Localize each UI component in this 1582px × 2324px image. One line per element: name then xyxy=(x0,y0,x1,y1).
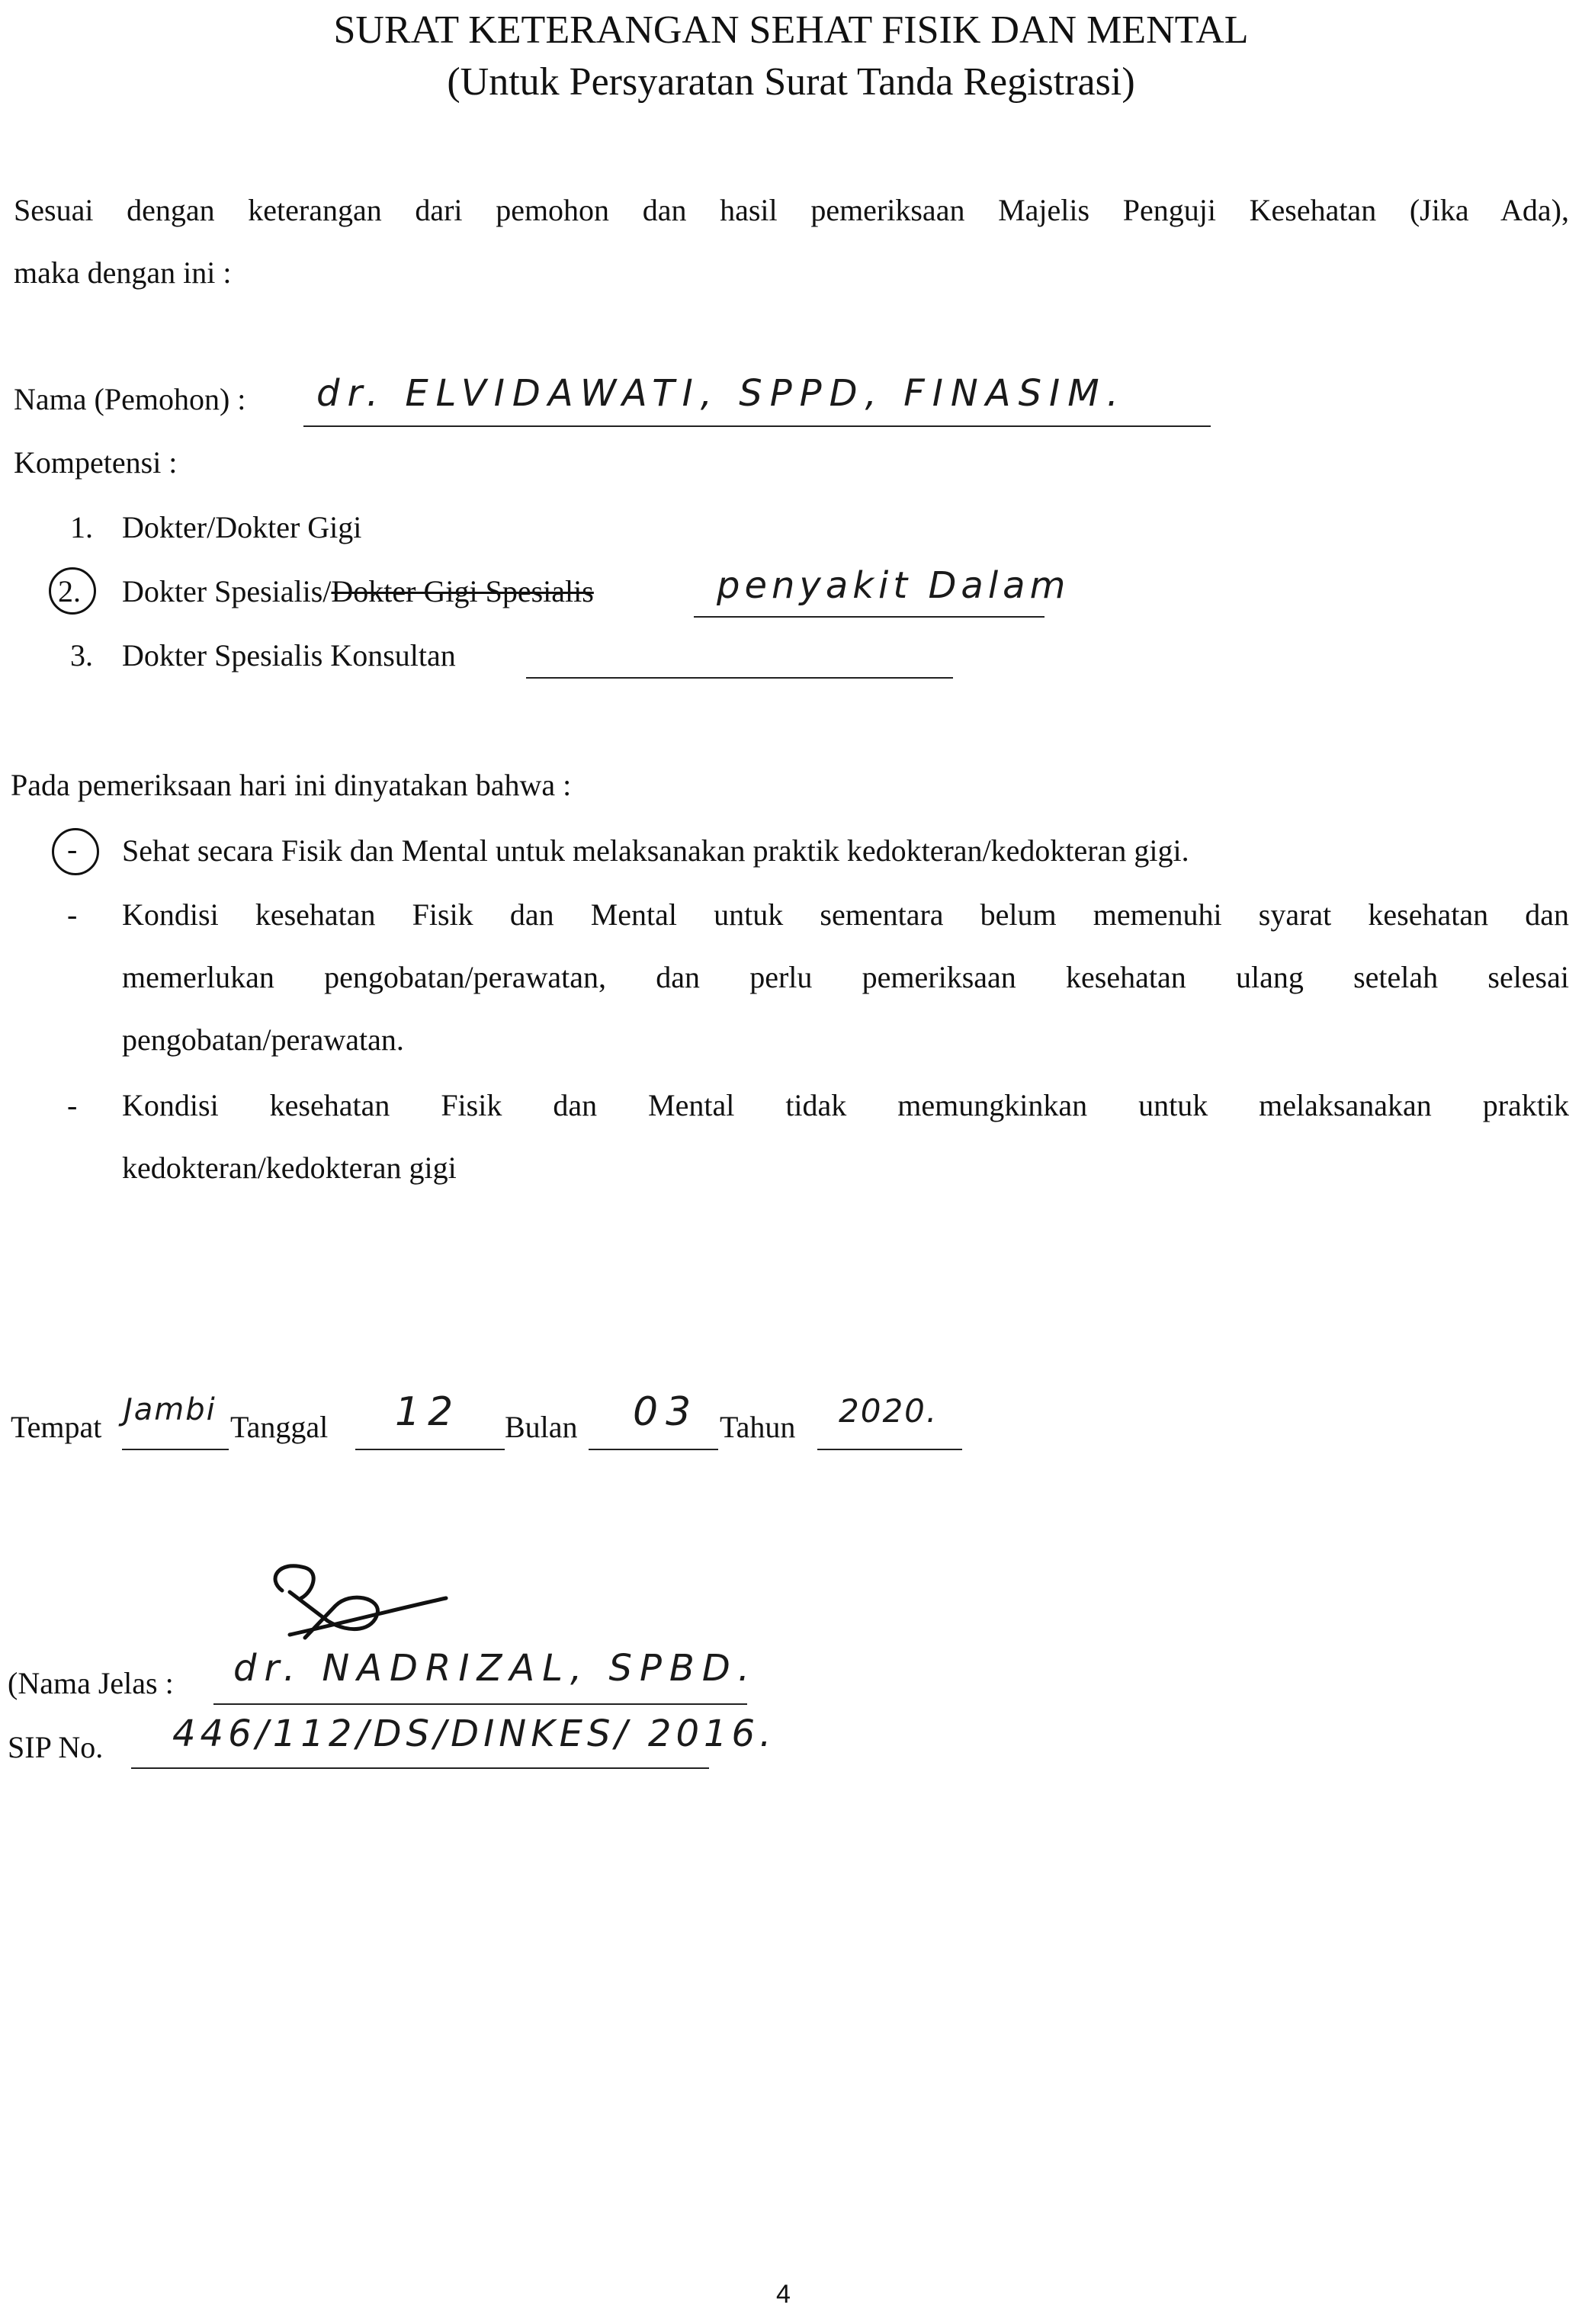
date-label: Tanggal xyxy=(230,1410,329,1444)
sip-value: 446/112/DS/DINKES/ 2016. xyxy=(172,1713,776,1755)
competency-number-1: 1. xyxy=(70,510,93,544)
applicant-name-underline xyxy=(303,425,1211,427)
exam-item-1: Sehat secara Fisik dan Mental untuk melaksanakan praktik kedokteran/kedokteran gigi. xyxy=(122,833,1189,868)
exam-item-2-line-1: Kondisi kesehatan Fisik dan Mental untuk sementara belum memenuhi syarat kesehatan dan xyxy=(122,897,1569,932)
competency-3-underline xyxy=(526,677,953,679)
place-underline xyxy=(122,1449,229,1450)
exam-item-3-line-2: kedokteran/kedokteran gigi xyxy=(122,1151,457,1185)
sip-label: SIP No. xyxy=(8,1730,104,1764)
signature-graphic xyxy=(259,1545,457,1652)
competency-2-value: penyakit Dalam xyxy=(717,564,1070,607)
date-value: 12 xyxy=(395,1389,461,1435)
signatory-name-value: dr. NADRIZAL, SPBD. xyxy=(233,1647,758,1690)
exam-item-2-line-3: pengobatan/perawatan. xyxy=(122,1022,404,1057)
competency-label-1: Dokter/Dokter Gigi xyxy=(122,510,362,544)
competency-number-2: 2. xyxy=(58,574,81,608)
competency-label-2 xyxy=(122,573,594,609)
year-value: 2020. xyxy=(839,1392,939,1430)
document-subtitle: (Untuk Persyaratan Surat Tanda Registrasi) xyxy=(447,60,1135,104)
month-value: 03 xyxy=(633,1389,699,1435)
exam-item-3-line-1: Kondisi kesehatan Fisik dan Mental tidak memungkinkan untuk melaksanakan praktik xyxy=(122,1088,1569,1122)
place-label: Tempat xyxy=(11,1410,102,1444)
place-value: Jambi xyxy=(124,1392,217,1427)
year-underline xyxy=(817,1449,962,1450)
date-underline xyxy=(355,1449,505,1450)
exam-item-2-line-2: memerlukan pengobatan/perawatan, dan perlu pemeriksaan kesehatan ulang setelah selesai xyxy=(122,960,1569,994)
signatory-name-label: (Nama Jelas : xyxy=(8,1666,174,1700)
examination-lead: Pada pemeriksaan hari ini dinyatakan bahwa : xyxy=(11,768,572,802)
intro-line-1: Sesuai dengan keterangan dari pemohon dan hasil pemeriksaan Majelis Penguji Kesehatan (Jika Ada), xyxy=(14,193,1569,227)
applicant-name-label: Nama (Pemohon) : xyxy=(14,382,246,416)
exam-bullet-3: - xyxy=(67,1088,78,1122)
page-number: 4 xyxy=(776,2280,791,2309)
year-label: Tahun xyxy=(720,1410,796,1444)
document-title: SURAT KETERANGAN SEHAT FISIK DAN MENTAL xyxy=(333,8,1249,52)
signatory-name-underline xyxy=(213,1703,747,1705)
month-underline xyxy=(589,1449,718,1450)
competency-label-2-text: Dokter Spesialis/ xyxy=(122,574,332,608)
competency-2-underline xyxy=(694,616,1045,618)
exam-bullet-2: - xyxy=(67,897,78,932)
competency-label-3: Dokter Spesialis Konsultan xyxy=(122,638,456,672)
competency-number-3: 3. xyxy=(70,638,93,672)
intro-line-2: maka dengan ini : xyxy=(14,255,232,290)
competence-label: Kompetensi : xyxy=(14,445,178,480)
competency-struck-text: Dokter Gigi Spesialis xyxy=(331,574,594,608)
exam-bullet-1: - xyxy=(67,832,78,866)
month-label: Bulan xyxy=(505,1410,578,1444)
applicant-name-value: dr. ELVIDAWATI, SPPD, FINASIM. xyxy=(316,372,1126,415)
sip-underline xyxy=(131,1767,709,1769)
